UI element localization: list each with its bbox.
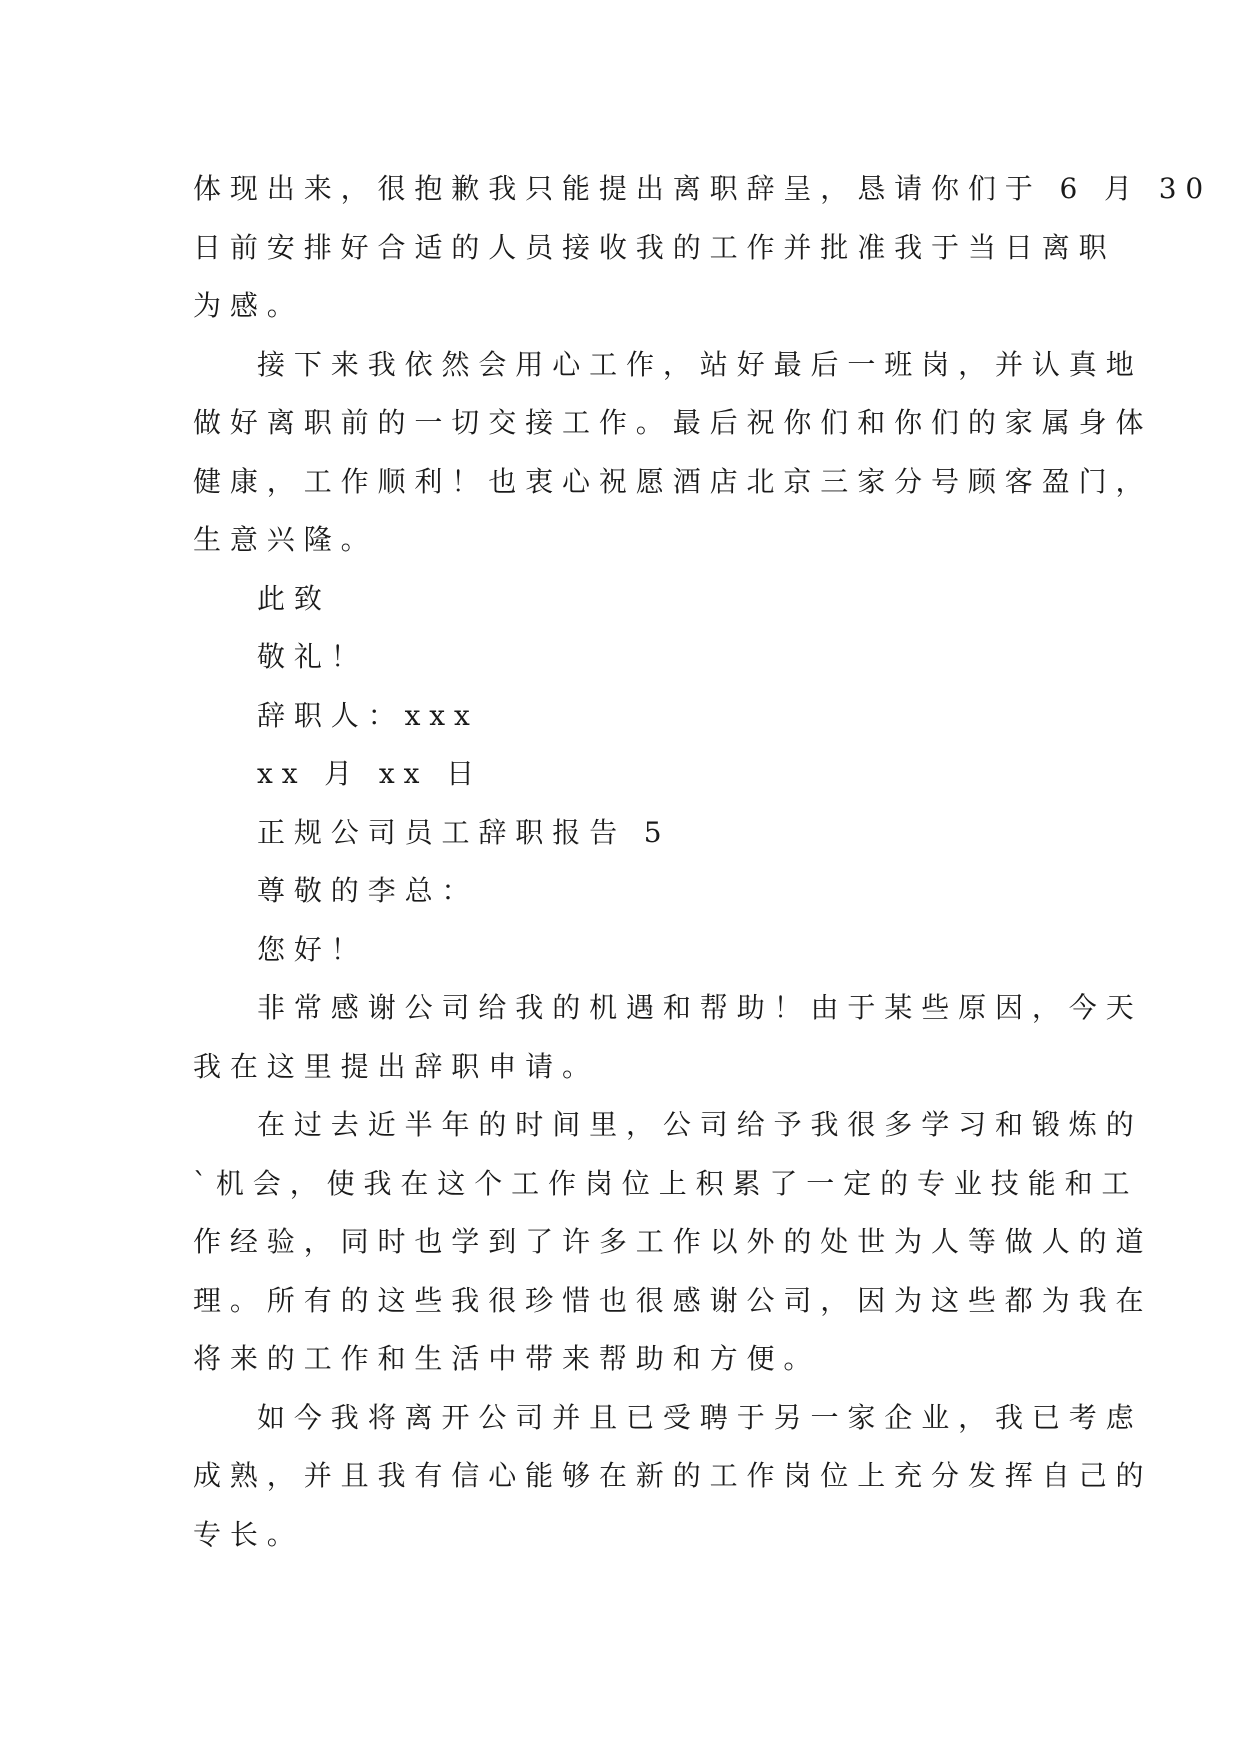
text-line: 日前安排好合适的人员接收我的工作并批准我于当日离职: [193, 230, 1116, 264]
text-line: 健康，工作顺利！也衷心祝愿酒店北京三家分号顾客盈门，: [193, 464, 1153, 498]
text-line: 如今我将离开公司并且已受聘于另一家企业，我已考虑: [257, 1400, 1143, 1434]
closing-salutation: 此致: [257, 581, 331, 615]
text-line: 将来的工作和生活中带来帮助和方便。: [193, 1342, 821, 1375]
text-line: 我在这里提出辞职申请。: [193, 1049, 599, 1083]
section-heading: 正规公司员工辞职报告 5: [257, 815, 671, 849]
signature-line: 辞职人：xxx: [257, 698, 479, 732]
document-body: [193, 160, 1213, 1564]
text-line: 体现出来，很抱歉我只能提出离职辞呈，恳请你们于 6 月 30: [193, 172, 1213, 205]
text-line: 做好离职前的一切交接工作。最后祝你们和你们的家属身体: [193, 406, 1153, 439]
text-line: 为感。: [193, 289, 304, 322]
text-line: 专长。: [193, 1517, 304, 1551]
text-line: 成熟，并且我有信心能够在新的工作岗位上充分发挥自己的: [193, 1459, 1153, 1492]
letter-greeting: 尊敬的李总：: [257, 874, 479, 907]
text-line: 作经验，同时也学到了许多工作以外的处世为人等做人的道: [193, 1225, 1153, 1258]
letter-greeting-hello: 您好！: [257, 932, 368, 966]
text-line: 生意兴隆。: [193, 523, 378, 556]
text-line: 在过去近半年的时间里，公司给予我很多学习和锻炼的: [257, 1108, 1143, 1141]
date-line: xx 月 xx 日: [257, 757, 483, 790]
text-line: `机会，使我在这个工作岗位上积累了一定的专业技能和工: [193, 1166, 1139, 1200]
closing-regards: 敬礼！: [257, 640, 368, 673]
text-line: 接下来我依然会用心工作，站好最后一班岗，并认真地: [257, 347, 1143, 381]
text-line: 理。所有的这些我很珍惜也很感谢公司，因为这些都为我在: [193, 1283, 1153, 1317]
text-line: 非常感谢公司给我的机遇和帮助！由于某些原因，今天: [257, 991, 1143, 1024]
